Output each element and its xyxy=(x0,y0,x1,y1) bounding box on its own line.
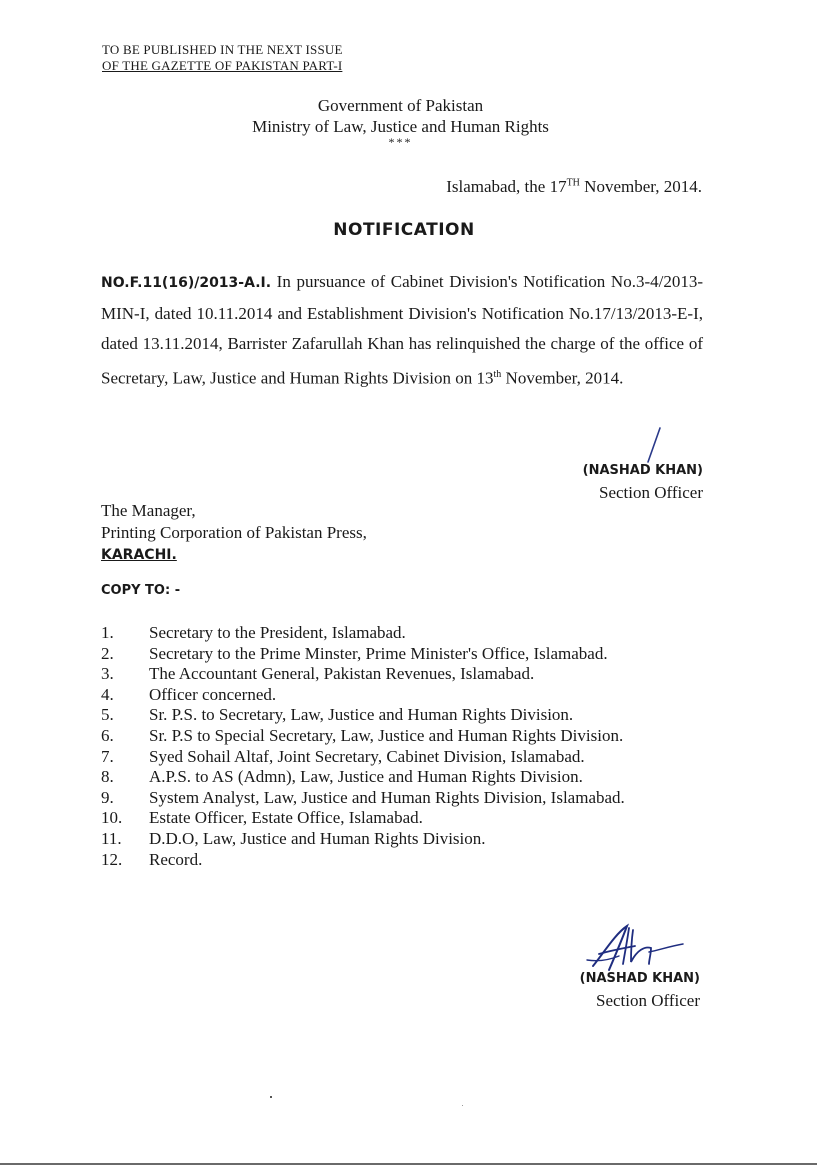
addressee-line-2: Printing Corporation of Pakistan Press, xyxy=(101,523,367,542)
list-item-number: 11. xyxy=(101,828,122,848)
list-item-number: 2. xyxy=(101,643,114,663)
signature-stroke-icon xyxy=(636,426,666,466)
list-item xyxy=(101,747,703,766)
scan-speck xyxy=(270,1096,272,1098)
list-item-text: Secretary to the President, Islamabad. xyxy=(149,623,406,642)
list-item-number: 10. xyxy=(101,808,123,828)
addressee-city: KARACHI. xyxy=(101,547,177,563)
list-item xyxy=(101,705,703,724)
list-item xyxy=(101,644,703,663)
list-item-number: 4. xyxy=(101,684,114,704)
list-item-number: 8. xyxy=(101,767,114,787)
list-item-text: Estate Officer, Estate Office, Islamabad. xyxy=(149,808,423,828)
notification-reference: NO.F.11(16)/2013-A.I. xyxy=(101,275,272,291)
signatory-name: (NASHAD KHAN) xyxy=(582,463,703,478)
addressee-line-1: The Manager, xyxy=(101,501,196,520)
handwritten-signature-icon xyxy=(585,920,685,975)
ministry-heading: Ministry of Law, Justice and Human Rights xyxy=(252,117,549,136)
signatory-name: (NASHAD KHAN) xyxy=(579,971,700,986)
list-item-text: The Accountant General, Pakistan Revenues, Islamabad. xyxy=(149,664,535,684)
list-item-number: 12. xyxy=(101,849,123,869)
list-item xyxy=(101,829,703,848)
list-item-text: Sr. P.S to Special Secretary, Law, Justice and Human Rights Division. xyxy=(149,725,624,745)
list-item xyxy=(101,767,703,786)
dateline-rest: November, 2014. xyxy=(579,177,702,196)
list-item-text: Secretary to the Prime Minster, Prime Minister's Office, Islamabad. xyxy=(149,643,608,663)
list-item-number: 9. xyxy=(101,787,114,807)
heading-separator: *** xyxy=(388,135,413,149)
list-item-text: Officer concerned. xyxy=(149,684,277,704)
notification-text-end: November, 2014. xyxy=(501,368,624,388)
signature-block-1 xyxy=(583,462,703,504)
scan-bottom-edge xyxy=(0,1163,817,1165)
gazette-note-line-2: OF THE GAZETTE OF PAKISTAN PART-I xyxy=(102,58,343,73)
list-item-text: A.P.S. to AS (Admn), Law, Justice and Human Rights Division. xyxy=(149,767,583,787)
addressee-block xyxy=(101,500,367,566)
signature-block-2 xyxy=(580,970,700,1012)
gazette-publication-note xyxy=(102,42,343,74)
notification-date-ordinal: th xyxy=(493,368,502,380)
list-item-text: D.D.O, Law, Justice and Human Rights Division. xyxy=(149,828,486,848)
list-item xyxy=(101,808,703,827)
list-item-text: Syed Sohail Altaf, Joint Secretary, Cabinet Division, Islamabad. xyxy=(149,746,585,766)
list-item xyxy=(101,850,703,869)
list-item-text: System Analyst, Law, Justice and Human Rights Division, Islamabad. xyxy=(149,787,625,807)
list-item-text: Record. xyxy=(149,849,203,869)
list-item-number: 3. xyxy=(101,664,114,684)
gazette-note-line-1: TO BE PUBLISHED IN THE NEXT ISSUE xyxy=(102,42,343,57)
list-item-text: Sr. P.S. to Secretary, Law, Justice and Human Rights Division. xyxy=(149,705,574,725)
list-item-number: 5. xyxy=(101,705,114,725)
signatory-title: Section Officer xyxy=(598,483,703,502)
copy-to-list xyxy=(101,623,703,870)
list-item xyxy=(101,788,703,807)
notification-body xyxy=(101,267,703,394)
dateline-prefix: Islamabad, the 17 xyxy=(446,177,567,196)
list-item xyxy=(101,664,703,683)
dateline-ordinal: TH xyxy=(566,177,580,189)
signatory-title: Section Officer xyxy=(595,991,700,1010)
list-item xyxy=(101,685,703,704)
list-item-number: 7. xyxy=(101,746,114,766)
dateline xyxy=(446,177,702,197)
list-item-number: 6. xyxy=(101,725,114,745)
copy-to-label: COPY TO: - xyxy=(101,583,181,598)
list-item-number: 1. xyxy=(101,623,114,642)
government-heading: Government of Pakistan xyxy=(317,96,484,115)
document-title: NOTIFICATION xyxy=(333,220,475,240)
scan-speck xyxy=(462,1105,463,1106)
list-item xyxy=(101,623,703,642)
list-item xyxy=(101,726,703,745)
notification-text: In pursuance of Cabinet Division's Notification No.3-4/2013-MIN-I, dated 10.11.2014 and Establishment Division's Notification No.17/13/2013-E-I, dated 13.11.2014, Barrister Zafarullah Khan has relinquished the charge of the office of Secretary, Law, Justice and Human Rights Division on 13 xyxy=(101,272,703,388)
